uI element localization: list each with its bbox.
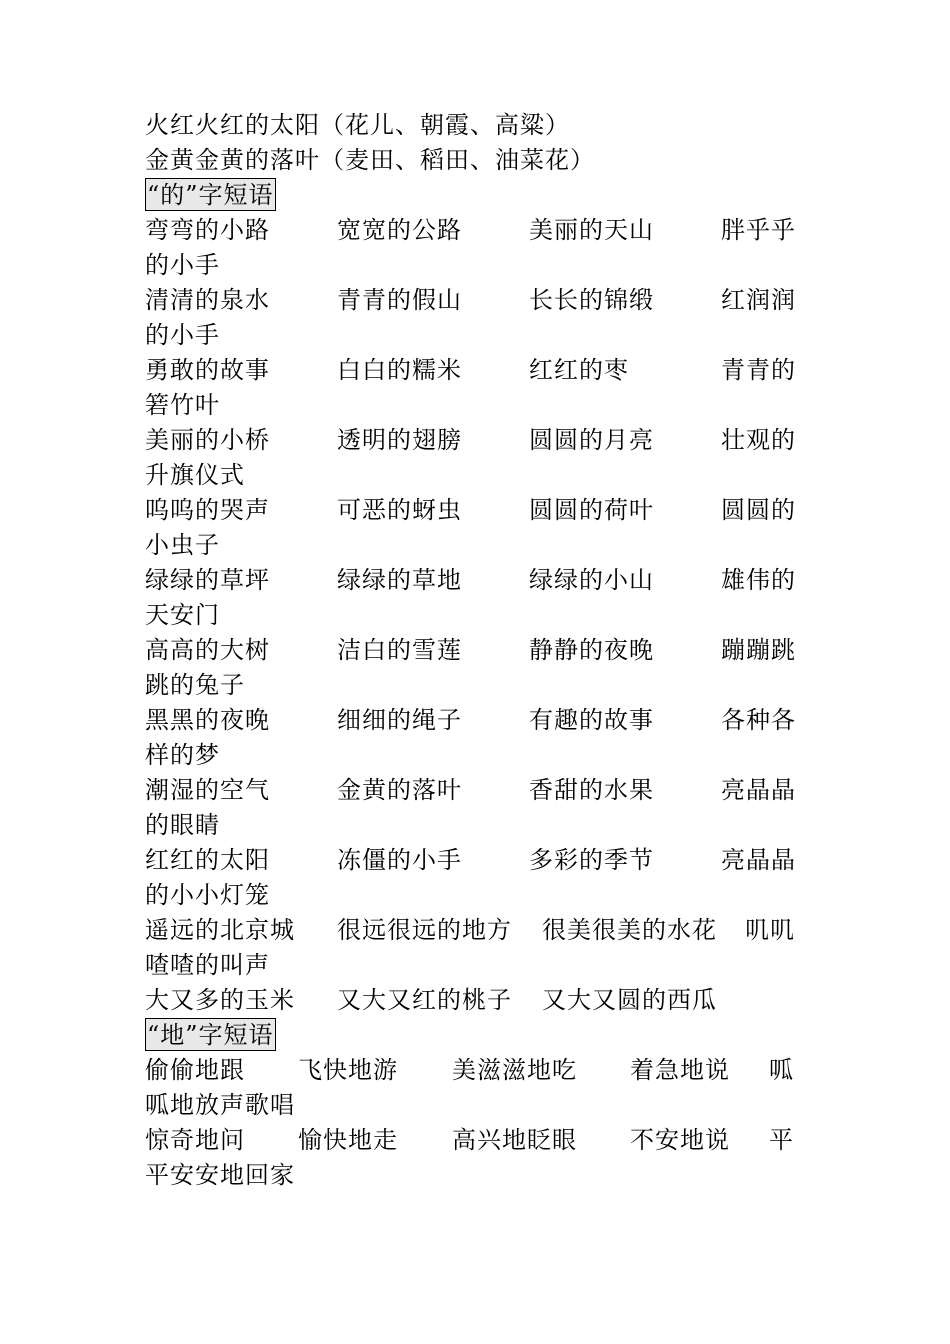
phrase: 飞快地游 — [298, 1056, 398, 1084]
phrase: 洁白的雪莲 — [337, 636, 462, 664]
phrase: 细细的绳子 — [337, 706, 462, 734]
phrase: 透明的翅膀 — [337, 426, 462, 454]
phrase: 黑黑的夜晚 — [145, 706, 270, 734]
phrase: 又大又圆的西瓜 — [542, 986, 717, 1014]
phrase: 圆圆的 — [721, 496, 796, 524]
intro-line: 金黄金黄的落叶（麦田、稻田、油菜花） — [145, 146, 595, 174]
phrase: 很美很美的水花 — [542, 916, 717, 944]
phrase: 冻僵的小手 — [337, 846, 462, 874]
phrase: 惊奇地问 — [145, 1126, 245, 1154]
phrase-wrap: 小虫子 — [145, 531, 220, 559]
phrase: 香甜的水果 — [529, 776, 654, 804]
phrase: 蹦蹦跳 — [721, 636, 796, 664]
phrase: 潮湿的空气 — [145, 776, 270, 804]
phrase: 红红的太阳 — [145, 846, 270, 874]
phrase-wrap: 的小手 — [145, 251, 220, 279]
phrase: 圆圆的荷叶 — [529, 496, 654, 524]
phrase-row — [145, 843, 795, 878]
phrase-row — [145, 633, 795, 668]
phrase-row — [145, 773, 795, 808]
phrase: 长长的锦缎 — [529, 286, 654, 314]
phrase: 绿绿的草地 — [337, 566, 462, 594]
phrase-row — [145, 213, 795, 248]
phrase: 美丽的天山 — [529, 216, 654, 244]
phrase: 红润润 — [721, 286, 796, 314]
phrase: 不安地说 — [630, 1126, 730, 1154]
phrase: 大又多的玉米 — [145, 986, 295, 1014]
phrase: 高高的大树 — [145, 636, 270, 664]
phrase: 绿绿的草坪 — [145, 566, 270, 594]
phrase: 红红的枣 — [529, 356, 629, 384]
phrase: 青青的 — [721, 356, 796, 384]
phrase: 清清的泉水 — [145, 286, 270, 314]
phrase: 有趣的故事 — [529, 706, 654, 734]
phrase-row — [145, 1053, 795, 1088]
de-phrase-row — [145, 913, 795, 948]
di-phrase-list — [145, 1053, 795, 1193]
phrase: 又大又红的桃子 — [337, 986, 512, 1014]
phrase: 绿绿的小山 — [529, 566, 654, 594]
phrase: 着急地说 — [630, 1056, 730, 1084]
phrase: 偷偷地跟 — [145, 1056, 245, 1084]
phrase: 弯弯的小路 — [145, 216, 270, 244]
phrase: 美滋滋地吃 — [452, 1056, 577, 1084]
phrase: 壮观的 — [721, 426, 796, 454]
phrase-wrap: 的小手 — [145, 321, 220, 349]
phrase-wrap: 升旗仪式 — [145, 461, 245, 489]
phrase: 白白的糯米 — [337, 356, 462, 384]
phrase: 呱 — [769, 1056, 794, 1084]
phrase-row — [145, 1123, 795, 1158]
phrase-row — [145, 493, 795, 528]
phrase: 宽宽的公路 — [337, 216, 462, 244]
phrase-wrap: 天安门 — [145, 601, 220, 629]
phrase: 青青的假山 — [337, 286, 462, 314]
phrase: 可恶的蚜虫 — [337, 496, 462, 524]
document-body — [145, 108, 795, 1193]
phrase-row — [145, 703, 795, 738]
phrase: 愉快地走 — [298, 1126, 398, 1154]
phrase: 美丽的小桥 — [145, 426, 270, 454]
phrase: 胖乎乎 — [721, 216, 796, 244]
phrase: 亮晶晶 — [721, 846, 796, 874]
phrase-wrap: 跳的兔子 — [145, 671, 245, 699]
phrase: 呜呜的哭声 — [145, 496, 270, 524]
phrase: 雄伟的 — [721, 566, 796, 594]
phrase: 遥远的北京城 — [145, 916, 295, 944]
di-phrase-heading: “地”字短语 — [145, 1018, 276, 1051]
phrase: 金黄的落叶 — [337, 776, 462, 804]
phrase-row — [145, 563, 795, 598]
de-phrase-list — [145, 213, 795, 913]
phrase-wrap: 的小小灯笼 — [145, 881, 270, 909]
phrase: 高兴地眨眼 — [452, 1126, 577, 1154]
phrase-row — [145, 283, 795, 318]
de-phrase-heading: “的”字短语 — [145, 178, 276, 211]
phrase: 勇敢的故事 — [145, 356, 270, 384]
phrase-wrap: 喳喳的叫声 — [145, 951, 270, 979]
phrase-row — [145, 353, 795, 388]
intro-line: 火红火红的太阳（花儿、朝霞、高粱） — [145, 111, 570, 139]
phrase-wrap: 呱地放声歌唱 — [145, 1091, 295, 1119]
phrase: 各种各 — [721, 706, 796, 734]
phrase: 圆圆的月亮 — [529, 426, 654, 454]
phrase: 亮晶晶 — [721, 776, 796, 804]
phrase: 静静的夜晚 — [529, 636, 654, 664]
phrase: 叽叽 — [745, 916, 795, 944]
phrase-row — [145, 423, 795, 458]
phrase-wrap: 箬竹叶 — [145, 391, 220, 419]
phrase-wrap: 的眼睛 — [145, 811, 220, 839]
phrase: 平 — [769, 1126, 794, 1154]
phrase-wrap: 样的梦 — [145, 741, 220, 769]
phrase-wrap: 平安安地回家 — [145, 1161, 295, 1189]
de-phrase-row — [145, 983, 795, 1018]
phrase: 多彩的季节 — [529, 846, 654, 874]
phrase: 很远很远的地方 — [337, 916, 512, 944]
